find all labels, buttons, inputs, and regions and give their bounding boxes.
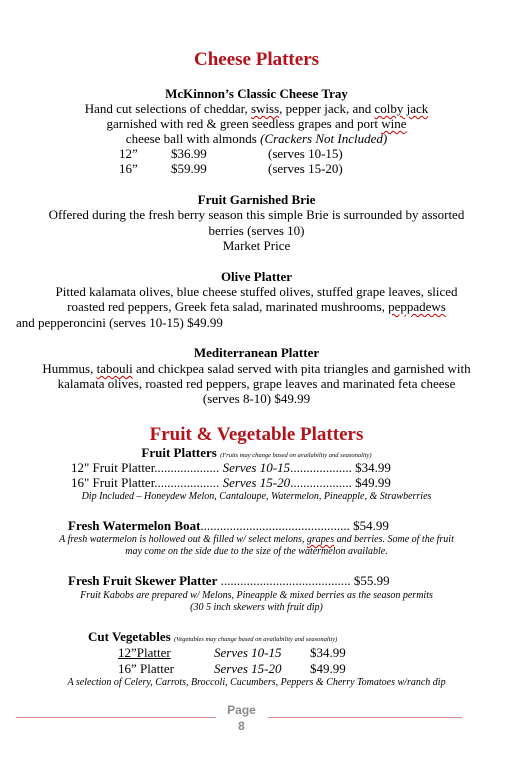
crackers-note: (Crackers Not Included) [260, 131, 388, 146]
size-16: 16” [119, 161, 138, 176]
veg-size-12: 12”Platter [118, 645, 171, 660]
veg-desc: A selection of Celery, Carrots, Broccoli, Cucumbers, Peppers & Cherry Tomatoes w/ranch dip [67, 677, 446, 688]
fruit-availability-note: (Fruits may change based on availability and seasonality) [220, 452, 372, 459]
text: and chickpea salad served with pita triangles and garnished with [132, 361, 471, 376]
med-desc-line1 [0, 361, 513, 376]
watermelon-desc-line2: may come on the side due to the size of the watermelon available. [125, 546, 388, 557]
section-title-cheese: Cheese Platters [193, 49, 320, 70]
text: A fresh watermelon is hollowed out & filled w/ select melons, [59, 534, 307, 545]
price: $49.99 [355, 475, 391, 490]
olive-desc-line3: and pepperoncini (serves 10-15) $49.99 [16, 315, 223, 330]
text: roasted red peppers, Greek feta salad, marinated mushrooms, [67, 299, 389, 314]
text: , pepper jack, and [279, 101, 375, 116]
text: and berries. Some of the fruit [334, 534, 454, 545]
price: $34.99 [355, 460, 391, 475]
fruit-row-12 [71, 460, 391, 476]
med-desc-line2: kalamata olives, roasted red peppers, grape leaves and marinated feta cheese [57, 376, 456, 391]
price-12: $36.99 [171, 146, 207, 161]
text: cheese ball with almonds [125, 131, 261, 146]
fruit-dip-note: Dip Included – Honeydew Melon, Cantaloupe, Watermelon, Pineapple, & Strawberries [81, 491, 432, 502]
footer-page-label: Page [227, 703, 256, 717]
size-12: 12” [119, 146, 138, 161]
mckinnon-desc-line1 [0, 101, 513, 116]
olive-desc-line2 [0, 299, 513, 314]
text: Cut Vegetables [88, 629, 171, 644]
text: garnished with red & green seedless grapes and port [106, 116, 382, 131]
spellcheck-word: tabouli [96, 361, 133, 376]
olive-desc-line1: Pitted kalamata olives, blue cheese stuffed olives, stuffed grape leaves, sliced [55, 284, 458, 299]
serves-16: (serves 15-20) [268, 161, 343, 176]
veg-availability-note: (Vegetables may change based on availability and seasonality) [173, 636, 338, 643]
text: Fruit Platters [141, 445, 217, 460]
watermelon-desc-line1 [0, 534, 513, 546]
fruit-row-16 [71, 475, 391, 491]
veg-size-16: 16” Platter [118, 661, 174, 676]
footer-rule-right [268, 717, 462, 718]
serves: Serves 10-15 [222, 460, 291, 475]
brie-price: Market Price [222, 238, 291, 253]
brie-desc-line2: berries (serves 10) [208, 223, 305, 238]
spellcheck-word: grapes [306, 534, 335, 545]
footer-rule-left [16, 717, 216, 718]
price: $54.99 [349, 518, 389, 533]
item-title-brie: Fruit Garnished Brie [197, 192, 316, 207]
text: 12" Fruit Platter.................... [71, 460, 220, 475]
item-watermelon-boat [68, 518, 389, 534]
text: .............................................. [200, 518, 350, 533]
skewer-desc-line2: (30 5 inch skewers with fruit dip) [190, 602, 323, 613]
veg-serves-16: Serves 15-20 [214, 661, 282, 676]
serves: Serves 15-20 [222, 475, 291, 490]
price: $55.99 [350, 573, 390, 588]
text: Hand cut selections of cheddar, [84, 101, 251, 116]
text: ........................................ [217, 573, 351, 588]
text: 16" Fruit Platter.................... [71, 475, 220, 490]
item-title-fruit-platters [0, 445, 513, 461]
item-fruit-skewer [68, 573, 390, 589]
text: Fresh Fruit Skewer Platter [68, 573, 218, 588]
item-title-cut-vegetables [88, 629, 337, 645]
veg-price-12: $34.99 [310, 645, 346, 660]
brie-desc-line1: Offered during the fresh berry season this simple Brie is surrounded by assorted [48, 207, 465, 222]
serves-12: (serves 10-15) [268, 146, 343, 161]
item-title-mediterranean: Mediterranean Platter [193, 345, 320, 360]
text: Hummus, [42, 361, 97, 376]
veg-serves-12: Serves 10-15 [214, 645, 282, 660]
text: ................... [290, 475, 352, 490]
mckinnon-desc-line2 [0, 116, 513, 131]
item-title-mckinnon: McKinnon’s Classic Cheese Tray [165, 86, 348, 101]
footer-page-number: 8 [238, 719, 245, 733]
spellcheck-word: wine [381, 116, 407, 131]
med-desc-line3: (serves 8-10) $49.99 [202, 391, 311, 406]
price-16: $59.99 [171, 161, 207, 176]
text: Fresh Watermelon Boat [68, 518, 201, 533]
item-title-olive: Olive Platter [220, 269, 293, 284]
mckinnon-desc-line3 [0, 131, 513, 146]
spellcheck-word: swiss [250, 101, 280, 116]
spellcheck-word: peppadews [388, 299, 446, 314]
section-title-fruit-veg: Fruit & Vegetable Platters [149, 424, 364, 445]
skewer-desc-line1: Fruit Kabobs are prepared w/ Melons, Pineapple & mixed berries as the season permits [80, 590, 433, 601]
spellcheck-word: colby jack [374, 101, 429, 116]
veg-price-16: $49.99 [310, 661, 346, 676]
text: ................... [290, 460, 352, 475]
